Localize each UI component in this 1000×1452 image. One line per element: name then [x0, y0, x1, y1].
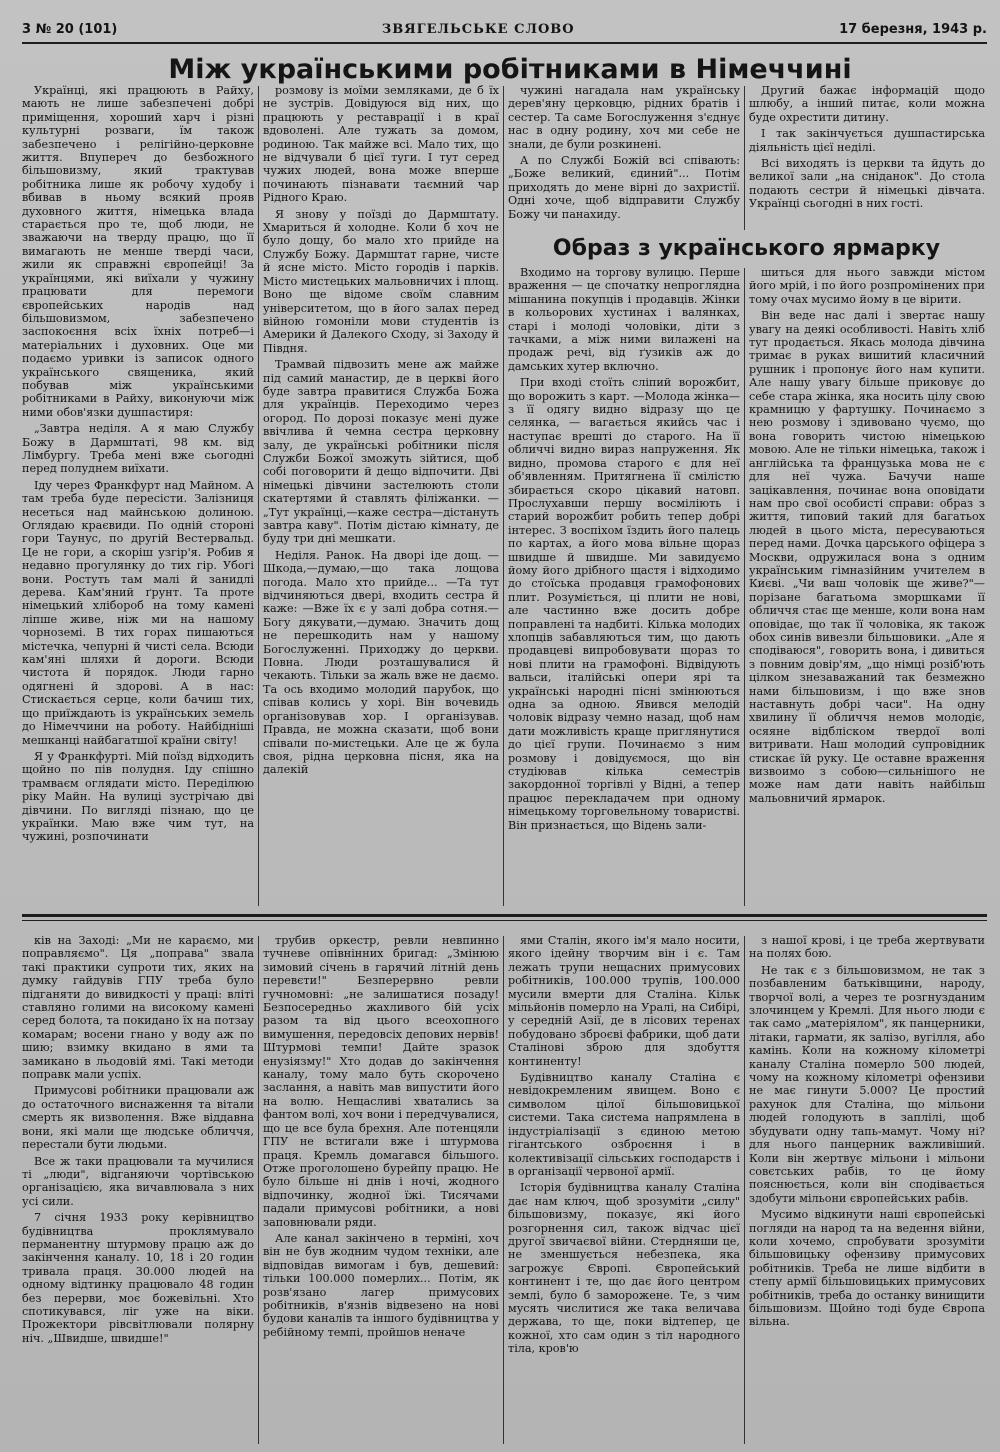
article-column [749, 266, 985, 906]
paragraph: Всі виходять із церкви та йдуть до великої зали „на сніданок". До стола подають сестри й німецькі дівчата. Українці сьогодні в них гості. [749, 157, 985, 211]
paragraph: Мусимо відкинути наші європейські погляди на народ та на ведення війни, коли хочемо, спробувати зрозуміти більшовицьку офензиву примусових робітників. Треба не лише відбити в степу армії більшовицьких примусових робітників, треба до останку винищити більшовизм. Щойно тоді буде Європа вільна. [749, 1208, 985, 1329]
column-divider [258, 86, 259, 906]
paragraph: 7 січня 1933 року керівництво будівництва проклямувало перманентну штурмову працю аж до закінчення каналу. 10, 18 і 20 годин тривала праця. 30.000 людей на одному відтинку працювало 48 годин без перерви, моє божевільні. Хто спотикувався, ліг уже на віки. Прожектори рівсвітлювали полярну ніч. „Швидше, швидше!" [22, 1211, 254, 1345]
paragraph: трубив оркестр, ревли невпинно тучневе опівнінних бригад: „Змінюю зимовий січень в гарячий літній день перевєти!" Безперервно ревли гучномовні: „не залишатися позаду! Безпосередньо жахливого бій усіх разом та від цього всеохопного вимушення, передовсіх депових нервів! Штурмові темпи! Дайте зразок енузіязму!" Хто додав до закінчення каналу, тому мало буть скорочено заслання, а навіть мав випустити його на волю. Нещасливі хватались за фантом волі, хоч вони і передчувалися, що це все була брехня. Але потенцяли ГПУ не встигали вже і штурмова праця. Кремль домагався більшого. Отже проголошено бурейпу працю. Не було більше ні днів і ночі, жодного відпочинку, жодної їжі. Тисячами падали примусові робітники, а нові заповнювали ряди. [263, 934, 499, 1229]
paragraph: чужині нагадала нам українську дерев'яну церковцю, рідних братів і сестер. Та саме Богослуження з'єднує нас в одну родину, хоч ми себе не знали, де були розкинені. [508, 84, 740, 151]
paragraph: При вході стоїть сліпий ворожбит, що ворожить з карт. —Молода жінка—з її одягу видно відразу що це селянка, — вагається якийсь час і наступає врешті до старого. На її обличчі видно вираз напруження. Як видно, промова старого є для неї об'явленням. Притягнена її смілістю збирається скоро цікавий натовп. Прослухавши першу восміліють і старий ворожбит робить тепер добрі інтерес. З воспіхом їздить його палець по картах, а його мова вільне щораз швидше й швидше. Ми завидуємо йому його дрібного щастя і відходимо до стоїська продавця грамофонових плит. Розуміється, ці плити не нові, але частинно вже досить добре поправлені та надбиті. Кілька молодих хлопців забавляються тим, що дають продавцеві випробовувати щораз то нові плити на грамофоні. Відвідують вальси, італійські опери ярі та українські народні пісні змінюються одна за одною. Явився мелодій чоловік відразу чемно назад, щоб нам дати можливість краще приглянутися до цієї групи. Починаємо з ним розмову і довідуємося, що він студіював кілька семестрів закордонної торгівлі у Відні, а тепер працює перекладачем при одному німецькому торговельному товаристві. Він признається, що Відень зали- [508, 376, 740, 832]
paragraph: Примусові робітники працювали аж до остаточного виснаження та вітали смерть як визволення. Вже віддавна вони, які мали ще людське обличчя, перестали бути людьми. [22, 1084, 254, 1152]
column-divider [503, 936, 504, 1444]
paragraph: „Завтра неділя. А я маю Службу Божу в Дармштаті, 98 км. від Лімбургу. Треба мені вже сьогодні перед полуднем виїхати. [22, 422, 254, 476]
column-divider [744, 86, 745, 230]
paragraph: Все ж таки працювали та мучилися ті „люди", відганяючи чортівською організацією, яка вичавлювала з них усі сили. [22, 1154, 254, 1208]
column-divider [258, 936, 259, 1444]
paragraph: Не так є з більшовизмом, не так з позбавленим батьківщини, народу, творчої волі, а через те розгнузданим злочинцем у Кремлі. Для нього люди є так само „матеріялом", як панцерники, літаки, гармати, як залізо, вугілля, або камінь. Коли на кожному кілометрі каналу Сталіна померло 500 людей, чому на кожному кілометрі офензиви не має гинути 5.000? Це простий рахунок для Сталіна, що мільони людей голодують в заплілі, щоб збудувати одну тапь-мамут. Чому ні? для нього панцерник важливіший. Коли він жертвує мільони і мільони совєтських рабів, то це йому пояснюється, коли він сподівається здобути мільони європейських рабів. [749, 963, 985, 1205]
section-rule [22, 914, 987, 917]
article-column [508, 84, 740, 229]
column-divider [744, 268, 745, 906]
section-rule [22, 920, 987, 921]
paragraph: А по Службі Божій всі співають: „Боже великий, єдиний"... Потім приходять до мене вірні до захристії. Одні хоче, щоб відправити Службу Божу чи панахиду. [508, 154, 740, 221]
paragraph: ями Сталін, якого ім'я мало носити, якого ідейну творчим він і є. Там лежать трупи нещасних примусових робітників, 100.000 трупів, 100.000 мусили вмерти для Сталіна. Кільк мільйонів померло на Уралі, на Сибірі, у середній Азії, де в лісових теренах побудовано зброєві фабрики, щоб дати Сталінові зброю для здобуття континенту! [508, 934, 740, 1068]
article-column [263, 84, 499, 906]
paragraph: ків на Заході: „Ми не караємо, ми поправляємо". Ця „поправа" звала такі практики супроти тих, яких на думку гайдувів ГПУ треба було підганяти до вивидкості у праці: вліті ставляно голими на високому камені серед болота, та покидано їх на потзау комарам; восени гнано у воду аж по шию; взимку вкидано в ями та замикано в льодовій ямі. Такі методи поправк мали успіх. [22, 934, 254, 1082]
article-column [263, 934, 499, 1444]
paragraph: Він веде нас далі і звертає нашу увагу на деякі особливості. Навіть хліб тут продається. Якась молода дівчина тримає в руках вишитий класичний рушник і пропонує його нам купити. Але нашу увагу більше приковує до себе стара жінка, яка носить цілу свою крамницю у фартушку. Починаємо з нею розмову і здивовано чуємо, що вона говорить чистою німецькою мовою. Але не тільки німецька, також і англійська та французька мова не є для неї чужа. Бачучи наше зацікавлення, починає вона оповідати нам про свої особисті справи: образ з життя, типовий такий для багатьох людей в цього міста, пересуваються перед нами. Дочка царського офіцера з Москви, одружилася вона з одним українським гімназійним учителем в Києві. „Чи ваш чоловік ще живе?"—порізане багатьома зморшками її обличчя стає ще менше, коли вона нам оповідає, що так її чоловіка, як також обох синів вивезли більшовики. „Але я сподіваюся", говорить вона, і дивиться з повним довір'ям, „що німці розіб'ють цілком знезаважаний так безмежно нами більшовизм, і що вже знов наставнуть добрі часи". На одну хвилину її обличчя немов молодіє, осяяне відбліском твердої волі витривати. Наш молодий супровідник стискає їй руку. Це оставне враження визвоимо з собою—сильнішого не може нам дати навіть найбільш мальовничий ярмарок. [749, 309, 985, 805]
paragraph: Я знову у поїзді до Дармштату. Хмариться й холодне. Коли б хоч не було дощу, бо мало хто прийде на Службу Божу. Дармштат гарне, чисте й ясне місто. Місто городів і парків. Місто мистецьких мальовничих і площ. Воно ще відоме своїм славним університетом, що в його залах перед війною гомоніли мови студентів із Америки й Далекого Сходу, зі Заходу й Півдня. [263, 207, 499, 355]
paragraph: Другий бажає інформацій щодо шлюбу, а інший питає, коли можна буде охрестити дитину. [749, 84, 985, 124]
publication-name: ЗВЯГЕЛЬСЬКЕ СЛОВО [381, 21, 575, 37]
article-column [749, 934, 985, 1444]
paragraph: Неділя. Ранок. На дворі іде дощ. —Шкода,—думаю,—що така лощова погода. Мало хто прийде... —Та тут відчиняються двері, входить сестра й каже: —Вже їх є у залі добра сотня.—Богу дякувати,—думаю. Значить дощ не перешкодить нам у нашому Богослуженні. Приходжу до церкви. Повна. Люди розташувалися й чекають. Тільки за жаль вже не даємо. Та ось входимо молодий парубок, що співав колись у хорі. Він вочевидь організовував хор. І організував. Правда, не можна сказати, щоб вони співали по-мистецьки. Але це ж була своя, рідна церковна пісня, яка на далекій [263, 548, 499, 777]
paragraph: шиться для нього завжди містом його мрій, і по його розпромінених при тому очах мусимо йому в це вірити. [749, 266, 985, 306]
paragraph: Українці, які працюють в Райху, мають не лише забезпечені добрі приміщення, хороший харч і різні культурні розваги, їм також забезпечено і релігійно-церковне життя. Впупереч до безбожного більшовизму, який трактував робітника лише як робочу худобу і вбивав в ньому всякий прояв духовного життя, німецька влада старається про те, щоб люди, не зважаючи на тверду працю, що її вимагають не менше тверді часи, жили як справжні європейці! За українцями, які виїхали у чужину працювати для перемоги європейських народів над більшовизмом, забезпечено заспокоєння всіх їхніх потреб—і матеріальних і духовних. Оце ми подаємо уривки із записок одного українського священика, який побував між українськими робітниками в Райху, виконуючи між ними обов'язки душпастиря: [22, 84, 254, 419]
article-column [22, 84, 254, 906]
paragraph: Я у Франкфурті. Мій поїзд відходить щойно по пів полудня. Іду спішно трамваєм оглядати місто. Переділюю ріку Майн. На вулиці зустрічаю дві дівчини. По вигляді пізнаю, що це українки. Маю вже чим тут, на чужині, розпочинати [22, 749, 254, 844]
article-column [508, 266, 740, 906]
issue-number: 3 № 20 (101) [22, 21, 118, 37]
paragraph: Входимо на торгову вулицю. Перше враження — це спочатку непроглядна мішанина покупців і продавців. Жінки в кольорових хустинах і валянках, старі і молоді чоловіки, діти з тачками, а між ними вилажені на продаж речі, від ґузиків аж до дамських хутер включно. [508, 266, 740, 373]
article-column [749, 84, 985, 229]
paragraph: Але канал закінчено в терміні, хоч він не був жодним чудом техніки, але відповідав вимогам і був, дешевий: тільки 100.000 померлих... Потім, як розв'язано лагер примусових робітників, в'язнів відвезено на нові будови каналів та іншого будівництва у ребійному темпі, пройшов неначе [263, 1231, 499, 1339]
paragraph: Історія будівництва каналу Сталіна дає нам ключ, щоб зрозуміти „силу" більшовизму, показує, які його розгорнення сил, також відчас цієї другої звичаєвої війни. Стердняши це, не зменшується небезпека, яка загрожує Європі. Європейський континент і те, що дає його центром землі, було б заморожене. Те, з чим мусять числитися же така величава держава, то ще, поки відтепер, це кожної, хто сам один з тіл народного тіла, кров'ю [508, 1181, 740, 1356]
column-divider [744, 936, 745, 1444]
paragraph: з нашої крові, і це треба жертвувати на полях бою. [749, 934, 985, 961]
masthead-rule [22, 42, 987, 44]
column-divider [503, 86, 504, 906]
paragraph: розмову із моїми земляками, де б їх не зустрів. Довідуюся від них, що працюють у реставрації і в краї вдоволені. Але тужать за домом, родиною. Так майже всі. Мало тих, що не відчували б цієї туги. І тут серед чужих людей, вона може вперше починають пізнавати таємний чар Рідного Краю. [263, 84, 499, 205]
article-title: Між українськими робітниками в Німеччині [168, 54, 852, 85]
paragraph: Іду через Франкфурт над Майном. А там треба буде пересісти. Залізниця несеться над майнською долиною. Оглядаю краєвиди. По одній стороні гори Таунус, по другій Вестервальд. Це не гори, а скоріш узгір'я. Робив я недавно прогулянку до тих гір. Убогі вони. Ростуть там малі й занидлі дерева. Кам'яний ґрунт. Та проте німецький хлібороб на тому камені ліпше живе, ніж ми на нашому чорноземі. В тих горах пишаються містечка, чепурні й чисті села. Всюди кам'яні шляхи й дороги. Всюди чистота й порядок. Люди гарно одягнені й здорові. А в нас: Стискається серце, коли бачиш тих, що приїждають із українських земель до Німеччини на роботу. Найбідніші мешканці найбагатшої країни світу! [22, 478, 254, 747]
paragraph: І так закінчується душпастирська діяльність цієї неділі. [749, 127, 985, 154]
masthead [22, 18, 987, 40]
paragraph: Будівництво каналу Сталіна є невідокремленим явищем. Воно є символом цілої більшовицької системи. Така система напрямлена в індустріалізації з єдиною метою гігантського озброєння і в колективізації сільських господарств і в організації червоної армії. [508, 1071, 740, 1178]
article-column [508, 934, 740, 1444]
issue-date: 17 березня, 1943 р. [839, 21, 987, 37]
article-column [22, 934, 254, 1444]
paragraph: Трамвай підвозить мене аж майже під самий манастир, де в церкві його буде завтра правитися Служба Божа для українців. Переходимо через огород. По дорозі показує мені дуже ввічлива й чемна сестра церковну залу, де українські робітники після Служби Божої зможуть зійтися, щоб собі поговорити й дещо відпочити. Дві німецькі дівчини застелюють столи скатертями й ставлять філіжанки. —„Тут українці,—каже сестра—дістануть завтра каву". Потім дістаю кімнату, де буду три дні мешкати. [263, 358, 499, 546]
article-title: Образ з українського ярмарку [552, 236, 941, 261]
